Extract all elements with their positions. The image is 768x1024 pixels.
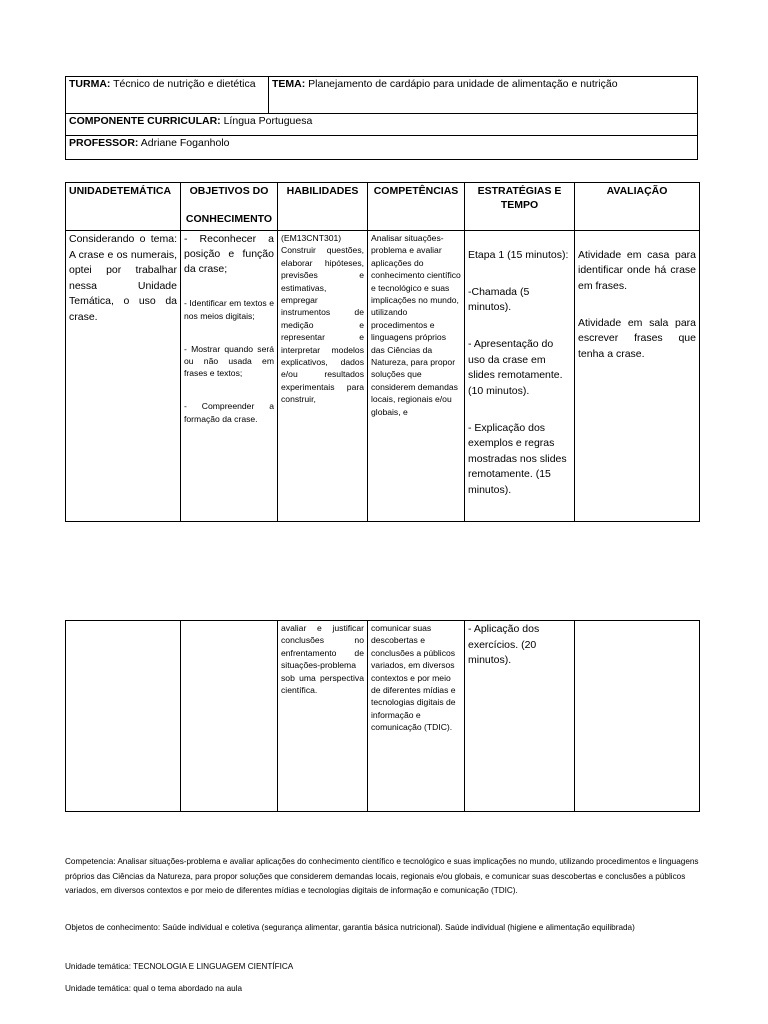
- turma-value: Técnico de nutrição e dietética: [113, 78, 256, 90]
- note-competencia: Competencia: Analisar situações-problema e avaliar aplicações do conhecimento científico e tecnológico e suas implicações no mundo, utilizando procedimentos e linguagens próprios das Ciências da Natureza, para propor soluções que considerem demandas locais, regionais e/ou globais, e comunicar suas descobertas e conclusões a públicos variados, em diversos contextos e por meio de diferentes mídias e tecnologias digitais de informação e comunicação (TDIC).: [65, 857, 699, 896]
- competencias-cell: [368, 231, 465, 522]
- estrategia-item: Etapa 1 (15 minutos):: [468, 248, 569, 261]
- unidade-text: Considerando o tema: A crase e os numerais, optei por trabalhar nessa Unidade Temática, o uso da crase.: [69, 233, 177, 323]
- avaliacao-cell-empty: [575, 621, 700, 812]
- objetivos-cell: [181, 231, 278, 522]
- objetivo-item: - Compreender a formação da crase.: [184, 401, 274, 424]
- tema-cell: [269, 77, 698, 114]
- professor-label: PROFESSOR:: [69, 137, 139, 149]
- header-table: [65, 76, 698, 160]
- col-header-avaliacao: AVALIAÇÃO: [575, 183, 700, 231]
- objetivo-item: - Mostrar quando será ou não usada em frases e textos;: [184, 343, 274, 379]
- plan-table-continuation: [65, 620, 700, 812]
- competencias-cell: [368, 621, 465, 812]
- col-header-objetivos: OBJETIVOS DO CONHECIMENTO: [181, 183, 278, 231]
- competencias-text: Analisar situações-problema e avaliar aplicações do conhecimento científico e tecnológico e suas implicações no mundo, utilizando procedimentos e linguagens próprios das Ciências da Natureza, para propor soluções que considerem demandas locais, regionais e/ou globais, e: [371, 233, 461, 417]
- componente-label: COMPONENTE CURRICULAR:: [69, 115, 221, 127]
- avaliacao-item: Atividade em sala para escrever frases que tenha a crase.: [578, 316, 696, 360]
- plan-table: [65, 182, 700, 522]
- componente-value: Língua Portuguesa: [223, 115, 313, 127]
- tema-value: Planejamento de cardápio para unidade de alimentação e nutrição: [308, 78, 618, 90]
- habilidades-text: (EM13CNT301) Construir questões, elaborar hipóteses, previsões e estimativas, empregar instrumentos de medição e representar e interpretar modelos explicativos, dados e/ou resultados experimentais para construir,: [281, 233, 364, 405]
- estrategia-item: -Chamada (5 minutos).: [468, 285, 530, 313]
- habilidades-cell: [278, 621, 368, 812]
- col-header-competencias: COMPETÊNCIAS: [368, 183, 465, 231]
- avaliacao-item: Atividade em casa para identificar onde há crase em frases.: [578, 248, 696, 292]
- componente-cell: [66, 114, 698, 136]
- professor-cell: [66, 136, 698, 160]
- objetivos-cell-empty: [181, 621, 278, 812]
- turma-label: TURMA:: [69, 78, 111, 90]
- col-header-estrategias: ESTRATÉGIAS E TEMPO: [465, 183, 575, 231]
- turma-cell: [66, 77, 269, 114]
- objetivo-item: - Identificar em textos e nos meios digitais;: [184, 298, 274, 321]
- note-unidade-tematica: Unidade temática: TECNOLOGIA E LINGUAGEM CIENTÍFICA: [65, 962, 294, 971]
- unidade-cell: [66, 231, 181, 522]
- estrategias-cell: [465, 621, 575, 812]
- estrategias-cell: [465, 231, 575, 522]
- competencias-text: comunicar suas descobertas e conclusões a públicos variados, em diversos contextos e por meio de diferentes mídias e tecnologias digitais de informação e comunicação (TDIC).: [371, 623, 456, 733]
- habilidades-cell: [278, 231, 368, 522]
- unidade-cell-empty: [66, 621, 181, 812]
- note-unidade-tematica-2: Unidade temática: qual o tema abordado na aula: [65, 984, 243, 993]
- note-objetos: Objetos de conhecimento: Saúde individual e coletiva (segurança alimentar, garantia básica nutricional). Saúde individual (higiene e alimentação equilibrada): [65, 923, 635, 932]
- estrategia-item: - Explicação dos exemplos e regras mostradas nos slides remotamente. (15 minutos).: [468, 421, 567, 496]
- estrategia-item: - Apresentação do uso da crase em slides remotamente. (10 minutos).: [468, 338, 563, 397]
- habilidades-text: avaliar e justificar conclusões no enfrentamento de situações-problema sob uma perspectiva científica.: [281, 623, 364, 696]
- objetivo-item: - Reconhecer a posição e função da crase;: [184, 233, 274, 275]
- professor-value: Adriane Foganholo: [140, 137, 230, 149]
- avaliacao-cell: [575, 231, 700, 522]
- tema-label: TEMA:: [272, 78, 306, 90]
- col-header-unidade: UNIDADETEMÁTICA: [66, 183, 181, 231]
- col-header-habilidades: HABILIDADES: [278, 183, 368, 231]
- estrategia-item: - Aplicação dos exercícios. (20 minutos).: [468, 623, 540, 666]
